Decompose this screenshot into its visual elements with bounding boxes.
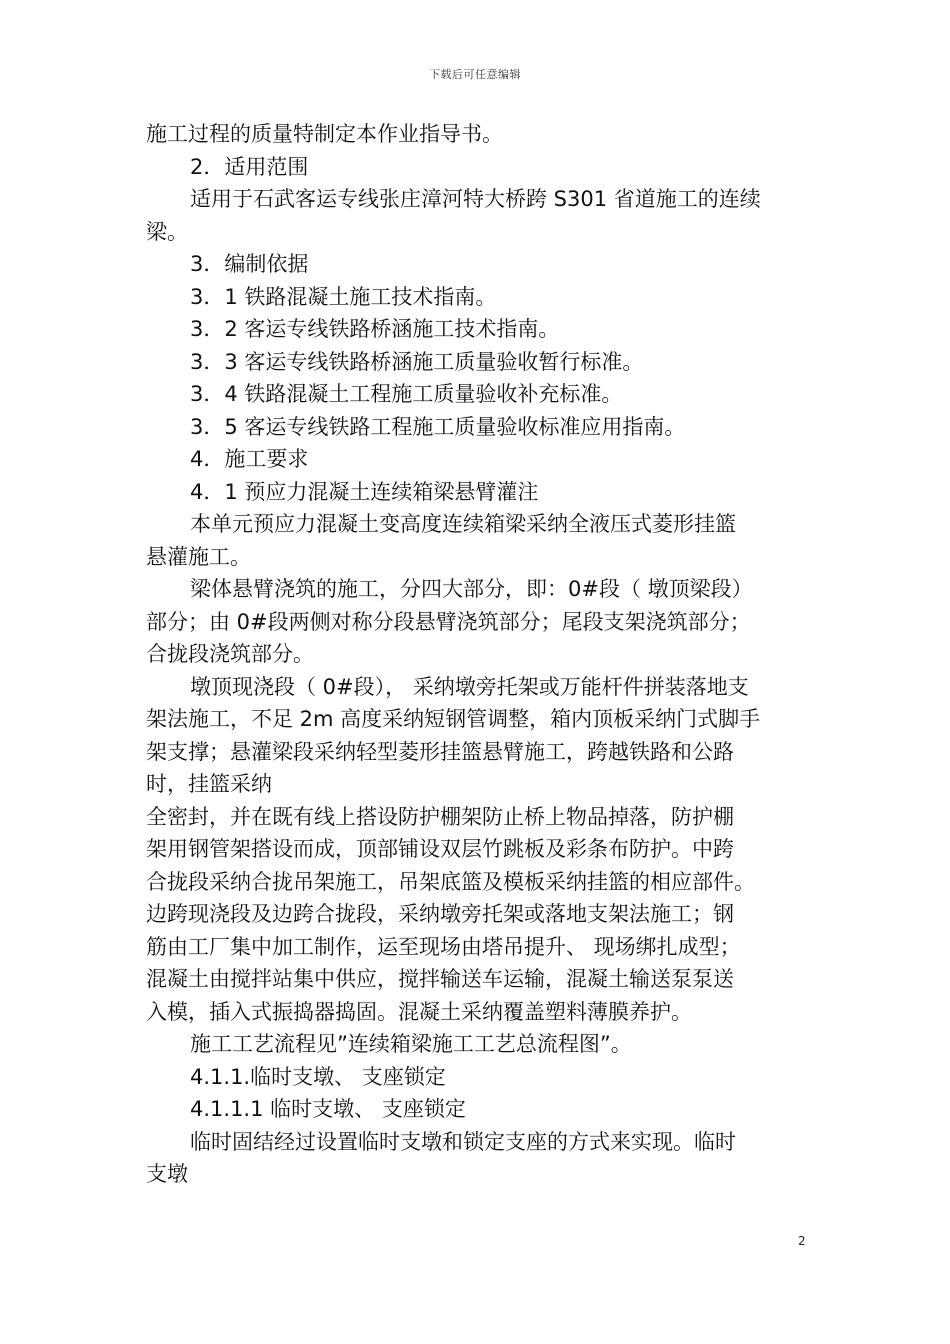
text-line: 架用钢管架搭设而成，顶部铺设双层竹跳板及彩条布防护。中跨	[146, 837, 734, 861]
text-line: 全密封，并在既有线上搭设防护棚架防止桥上物品掉落，防护棚	[146, 804, 734, 829]
page-header: 下载后可任意编辑	[429, 68, 521, 81]
text-line: 临时固结经过设置临时支墩和锁定支座的方式来实现。临时	[190, 1129, 736, 1154]
text-line: 4．施工要求	[190, 447, 309, 471]
text-line: 本单元预应力混凝土变高度连续箱梁采纳全液压式菱形挂篮	[190, 512, 736, 536]
document-body	[146, 118, 816, 1191]
text-line: 施工工艺流程见”连续箱梁施工工艺总流程图”。	[190, 1032, 632, 1056]
text-line: 梁。	[146, 219, 188, 244]
text-line: 时，挂篮采纳	[146, 772, 272, 796]
text-line: 悬灌施工。	[146, 544, 251, 569]
text-line: 2．适用范围	[190, 154, 309, 179]
text-line: 4.1.1.临时支墩、 支座锁定	[190, 1064, 446, 1089]
text-line: 架支撑；悬灌梁段采纳轻型菱形挂篮悬臂施工，跨越铁路和公路	[146, 739, 734, 764]
text-line: 入模，插入式振捣器捣固。混凝土采纳覆盖塑料薄膜养护。	[146, 999, 692, 1024]
text-line: 部分；由 0#段两侧对称分段悬臂浇筑部分；尾段支架浇筑部分；	[146, 609, 751, 634]
text-line: 架法施工，不足 2m 高度采纳短钢管调整，箱内顶板采纳门式脚手	[146, 707, 761, 731]
text-line: 合拢段采纳合拢吊架施工，吊架底篮及模板采纳挂篮的相应部件。	[146, 869, 755, 894]
text-line: 施工过程的质量特制定本作业指导书。	[146, 122, 503, 146]
text-line: 4．1 预应力混凝土连续箱梁悬臂灌注	[190, 479, 539, 504]
text-line: 4.1.1.1 临时支墩、 支座锁定	[190, 1097, 466, 1121]
text-line: 混凝土由搅拌站集中供应，搅拌输送车运输，混凝土输送泵泵送	[146, 967, 734, 991]
text-line: 适用于石武客运专线张庄漳河特大桥跨 S301 省道施工的连续	[190, 187, 761, 211]
text-line: 3．5 客运专线铁路工程施工质量验收标准应用指南。	[190, 414, 686, 439]
text-line: 边跨现浇段及边跨合拢段，采纳墩旁托架或落地支架法施工；钢	[146, 902, 734, 926]
page-number: 2	[798, 1234, 806, 1248]
text-line: 合拢段浇筑部分。	[146, 642, 314, 666]
text-line: 筋由工厂集中加工制作，运至现场由塔吊提升、 现场绑扎成型；	[146, 934, 741, 959]
text-line: 3．2 客运专线铁路桥涵施工技术指南。	[190, 317, 560, 341]
text-line: 墩顶现浇段（ 0#段）， 采纳墩旁托架或万能杆件拼装落地支	[190, 674, 749, 699]
text-line: 3．3 客运专线铁路桥涵施工质量验收暂行标准。	[190, 349, 644, 374]
text-line: 3．编制依据	[190, 252, 309, 276]
text-line: 3．4 铁路混凝土工程施工质量验收补充标准。	[190, 382, 623, 406]
text-line: 梁体悬臂浇筑的施工，分四大部分，即：0#段（ 墩顶梁段）	[190, 577, 753, 601]
text-line: 3．1 铁路混凝土施工技术指南。	[190, 284, 497, 309]
text-line: 支墩	[146, 1162, 188, 1186]
